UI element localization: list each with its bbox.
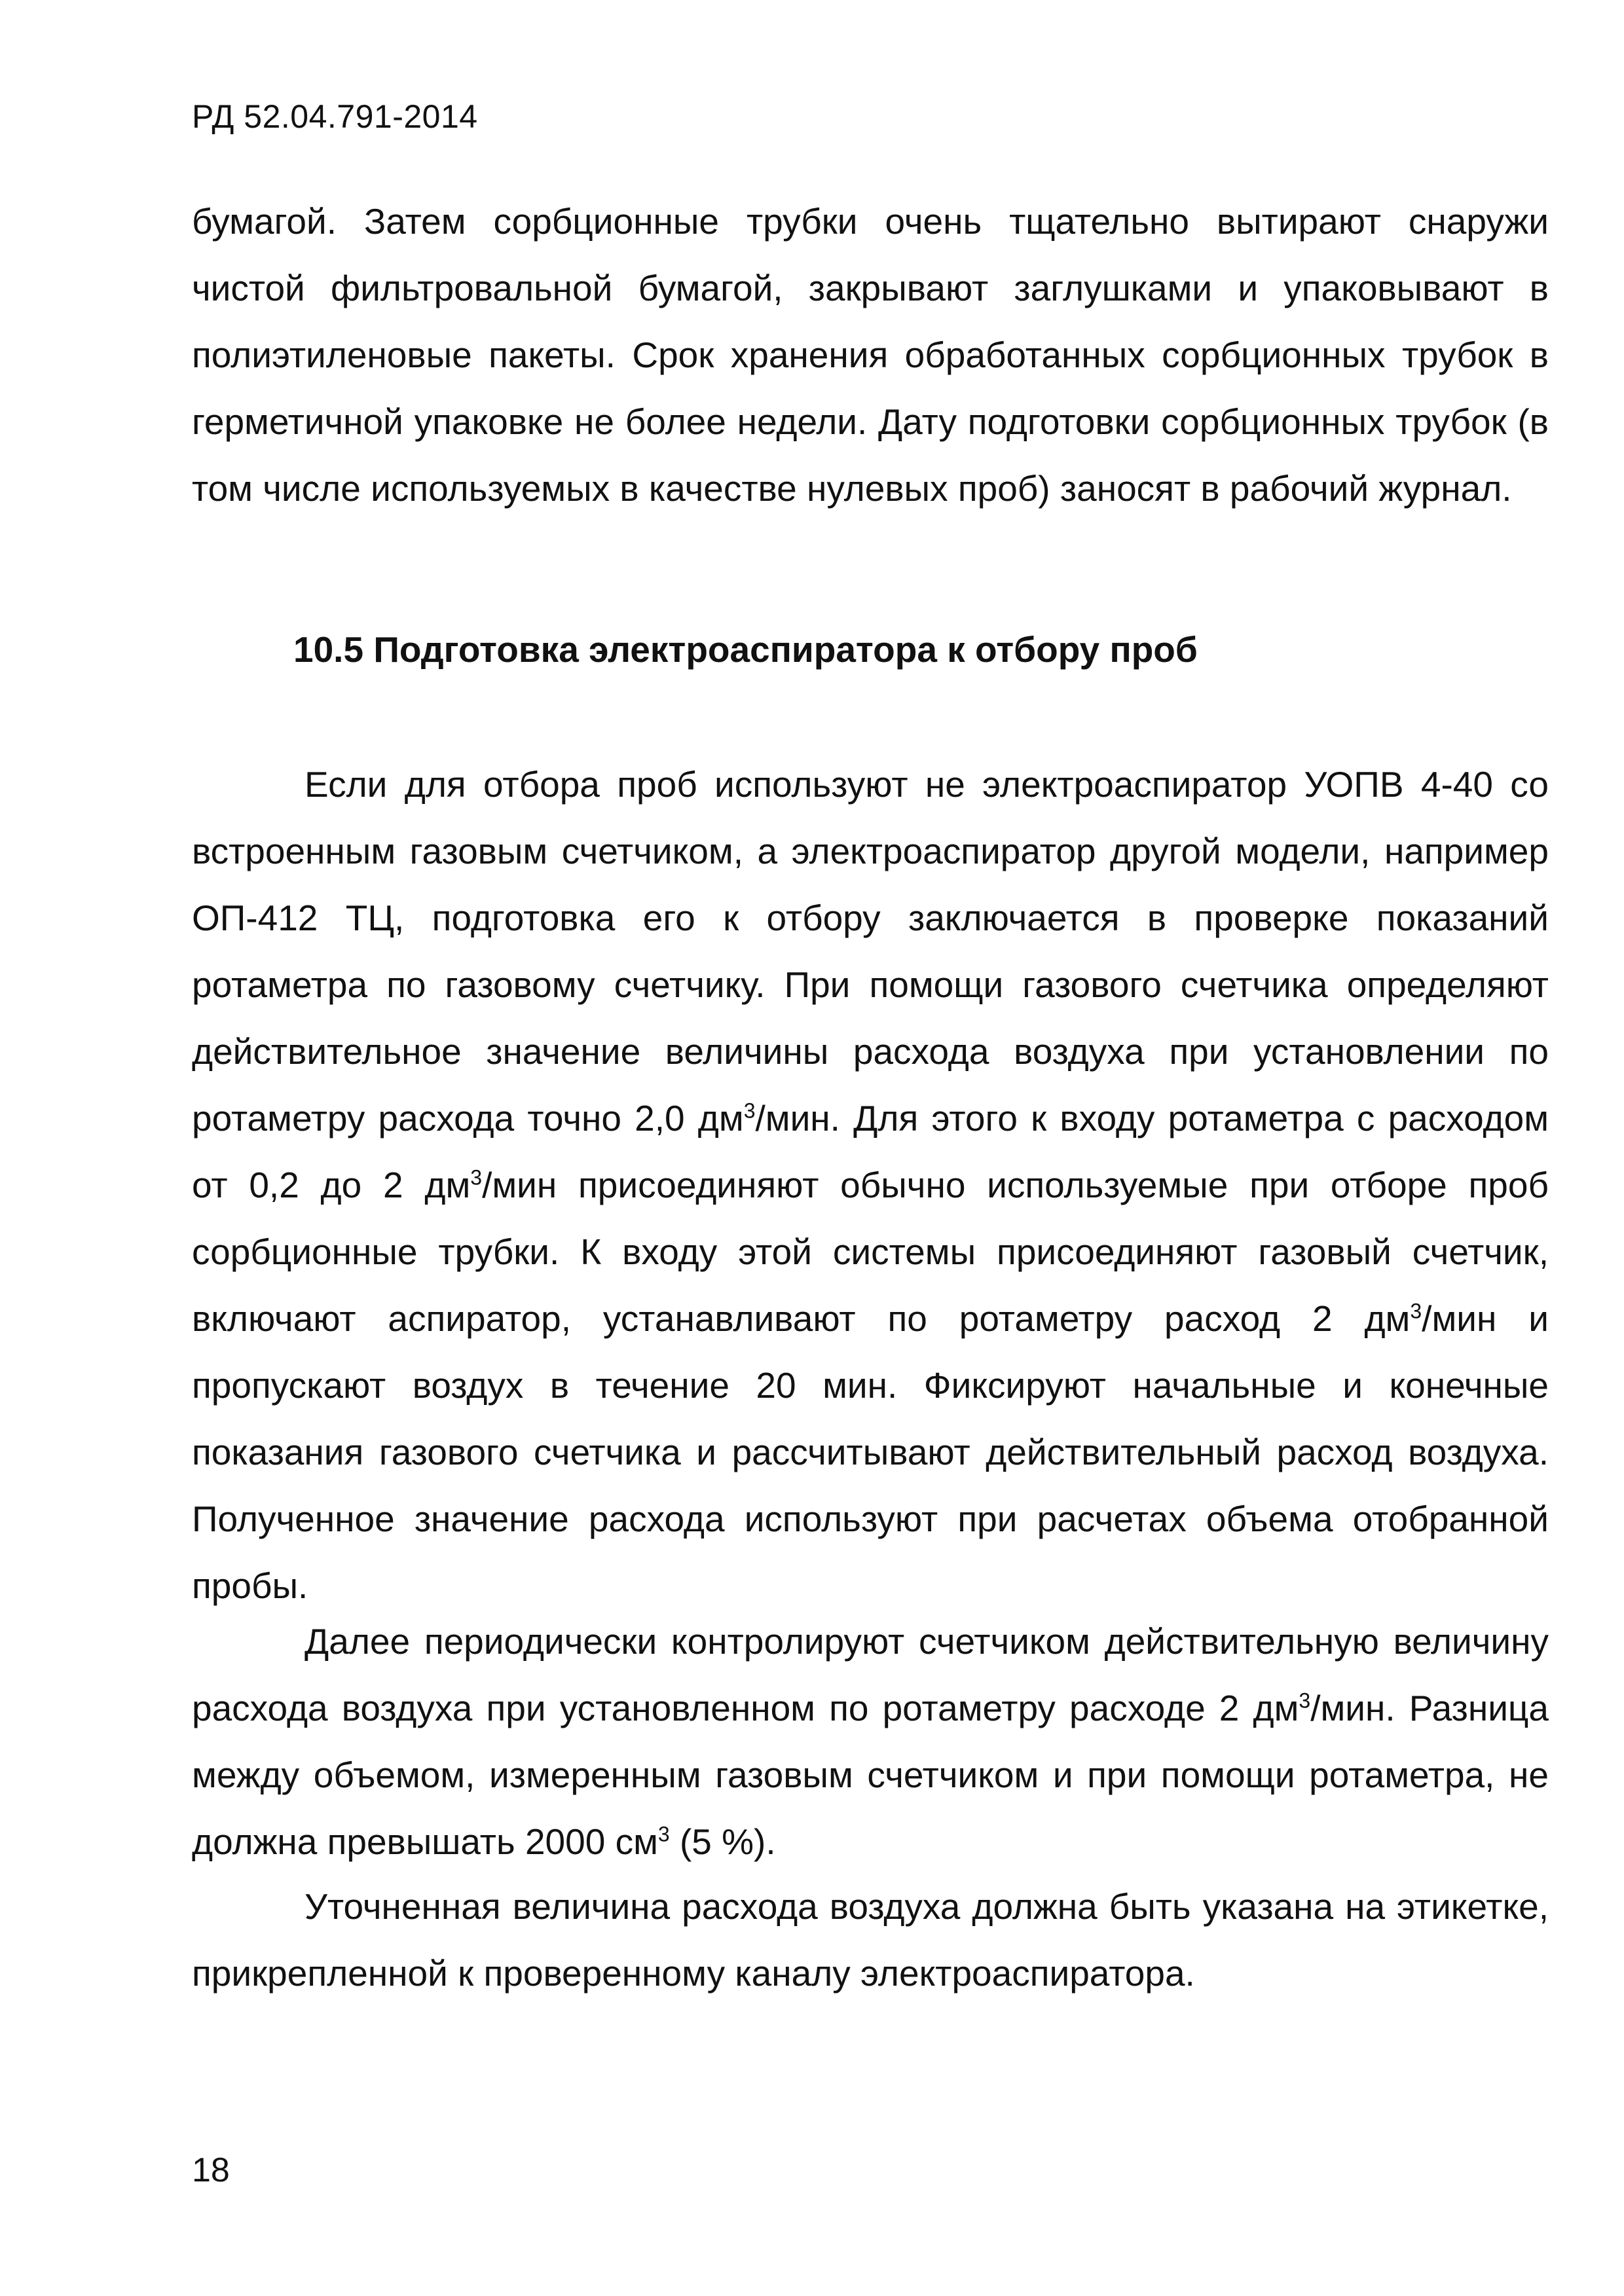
text-run: /мин. Разница между объемом, измеренным газовым счетчиком и при помощи ротаметра, не должна превышать 2000 см: [192, 1688, 1549, 1862]
section-heading: 10.5 Подготовка электроаспиратора к отбору проб: [293, 629, 1198, 670]
document-code-header: РД 52.04.791-2014: [192, 98, 478, 135]
page-number: 18: [192, 2151, 230, 2189]
superscript: 3: [657, 1822, 670, 1846]
paragraph-text: [192, 751, 1549, 1619]
superscript: 3: [1299, 1688, 1311, 1713]
paragraph-aspirator-calibration: [192, 751, 1549, 1619]
superscript: 3: [743, 1099, 756, 1123]
text-run: /мин и пропускают воздух в течение 20 мин. Фиксируют начальные и конечные показания газового счетчика и рассчитывают действительный расход воздуха. Полученное значение расхода используют при расчетах объема отобранной пробы.: [192, 1298, 1549, 1606]
paragraph-continuation: [192, 188, 1549, 522]
text-run: (5 %).: [669, 1821, 776, 1862]
text-run: Если для отбора проб используют не электроаспиратор УОПВ 4-40 со встроенным газовым счетчиком, а электроаспиратор другой модели, например ОП-412 ТЦ, подготовка его к отбору заключается в проверке показаний ротаметра по газовому счетчику. При помощи газового счетчика определяют действительное значение величины расхода воздуха при установлении по ротаметру расхода точно 2,0 дм: [192, 764, 1549, 1139]
text-run: Далее периодически контролируют счетчиком действительную величину расхода воздуха при установленном по ротаметру расходе 2 дм: [192, 1621, 1549, 1728]
paragraph-text: бумагой. Затем сорбционные трубки очень тщательно вытирают снаружи чистой фильтровальной бумагой, закрывают заглушками и упаковывают в полиэтиленовые пакеты. Срок хранения обработанных сорбционных трубок в герметичной упаковке не более недели. Дату подготовки сорбционных трубок (в том числе используемых в качестве нулевых проб) заносят в рабочий журнал.: [192, 201, 1549, 509]
paragraph-periodic-control: [192, 1608, 1549, 1875]
paragraph-label-note: [192, 1873, 1549, 2007]
superscript: 3: [470, 1165, 483, 1190]
paragraph-text: [192, 1608, 1549, 1875]
paragraph-text: Уточненная величина расхода воздуха должна быть указана на этикетке, прикрепленной к проверенному каналу электроаспиратора.: [192, 1886, 1549, 1994]
text-run: /мин. Для этого к входу ротаметра с расходом от 0,2 до 2 дм: [192, 1098, 1549, 1205]
text-run: /мин присоединяют обычно используемые при отборе проб сорбционные трубки. К входу этой системы присоединяют газовый счетчик, включают аспиратор, устанавливают по ротаметру расход 2 дм: [192, 1165, 1549, 1339]
superscript: 3: [1410, 1299, 1422, 1323]
